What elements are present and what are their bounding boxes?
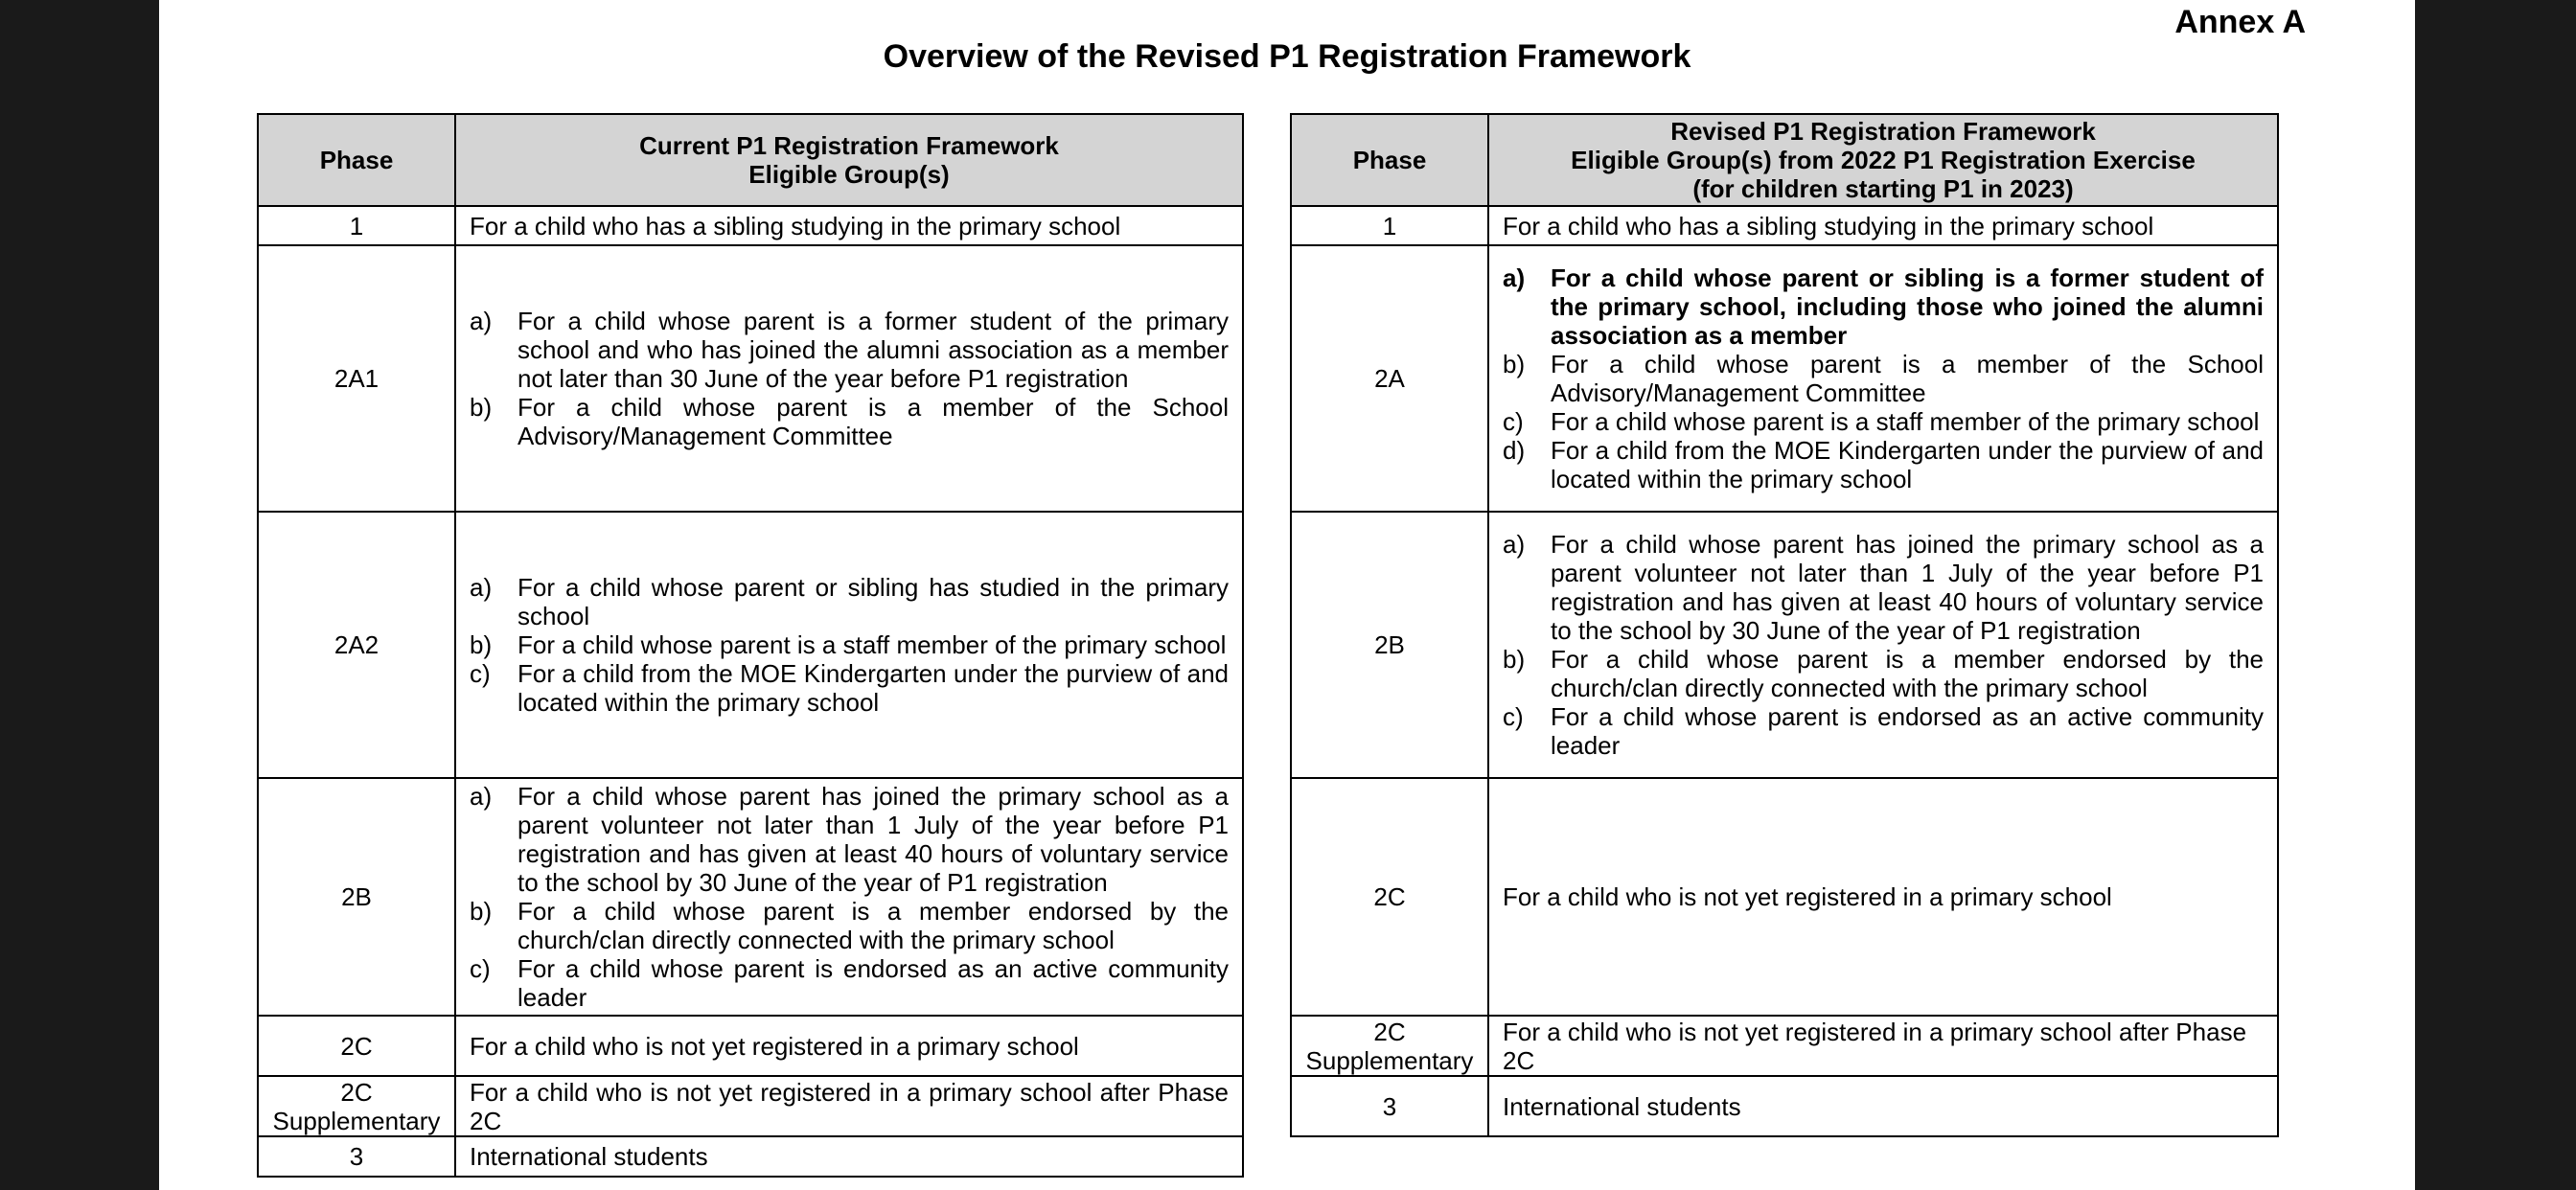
item-text: For a child whose parent is a member endorsed by the church/clan directly connected with the primary school (518, 897, 1229, 954)
phase-line: Supplementary (1305, 1045, 1474, 1075)
table-header-row (258, 114, 1243, 206)
table-row (1291, 245, 2278, 512)
item-label: b) (1503, 645, 1526, 674)
table-row (258, 778, 1243, 1016)
item-label: a) (1503, 263, 1526, 292)
table-row (1291, 1016, 2278, 1076)
table-row (258, 1076, 1243, 1136)
description-cell: For a child who is not yet registered in a primary school after Phase 2C (1488, 1016, 2278, 1076)
item-text: For a child whose parent has joined the primary school as a parent volunteer not later than 1 July of the year before P1 registration and has given at least 40 hours of voluntary service to the school by 30 June of the year of P1 registration (1551, 530, 2264, 645)
item-label: c) (470, 659, 491, 688)
phase-header: Phase (258, 114, 455, 206)
phase-line: 2C (1373, 1017, 1406, 1046)
item-text: For a child whose parent is endorsed as an active community leader (518, 954, 1229, 1012)
description-cell: For a child who is not yet registered in a primary school after Phase 2C (455, 1076, 1243, 1136)
table-row (258, 245, 1243, 512)
table-row (258, 1016, 1243, 1076)
document-page (159, 0, 2415, 1190)
list-item (470, 573, 1229, 630)
annex-label: Annex A (2174, 4, 2306, 40)
item-label: a) (1503, 530, 1526, 559)
item-label: b) (470, 393, 493, 422)
description-cell: For a child who has a sibling studying in the primary school (455, 206, 1243, 245)
description-cell (1488, 245, 2278, 512)
list-item (470, 897, 1229, 954)
page-title: Overview of the Revised P1 Registration Framework (883, 38, 1691, 75)
item-label: c) (1503, 407, 1524, 436)
item-label: a) (470, 782, 493, 811)
description-cell (455, 512, 1243, 778)
item-label: c) (470, 954, 491, 983)
phase-line: Supplementary (272, 1106, 441, 1135)
phase-header: Phase (1291, 114, 1488, 206)
table-row (1291, 1076, 2278, 1136)
item-text: For a child whose parent or sibling is a former student of the primary school, including those who joined the alumni association as a member (1551, 263, 2264, 350)
phase-cell: 1 (258, 206, 455, 245)
description-cell (1488, 512, 2278, 778)
item-text: For a child whose parent or sibling has studied in the primary school (518, 573, 1229, 630)
list-item (470, 307, 1229, 393)
item-text: For a child whose parent is a staff member of the primary school (518, 630, 1227, 659)
list-item (1503, 350, 2264, 407)
description-cell: For a child who is not yet registered in a primary school (1488, 778, 2278, 1016)
item-label: b) (470, 897, 493, 926)
item-text: For a child whose parent is a member endorsed by the church/clan directly connected with the primary school (1551, 645, 2264, 702)
header-line: (for children starting P1 in 2023) (1692, 174, 2074, 203)
table-row (258, 512, 1243, 778)
item-text: For a child from the MOE Kindergarten under the purview of and located within the primary school (518, 659, 1229, 717)
phase-cell: 2A2 (258, 512, 455, 778)
list-item (1503, 407, 2264, 436)
eligible-groups-header (455, 114, 1243, 206)
list-item (1503, 702, 2264, 760)
list-item (1503, 530, 2264, 645)
table-row (1291, 512, 2278, 778)
phase-cell: 2C (1291, 778, 1488, 1016)
list-item (470, 630, 1229, 659)
phase-cell: 2B (1291, 512, 1488, 778)
eligible-groups-header (1488, 114, 2278, 206)
phase-cell: 2A1 (258, 245, 455, 512)
description-cell (455, 245, 1243, 512)
list-item (470, 954, 1229, 1012)
current-framework-table (257, 113, 1244, 1178)
phase-cell (258, 1076, 455, 1136)
phase-cell: 3 (258, 1136, 455, 1177)
table-row (1291, 206, 2278, 245)
phase-cell (1291, 1016, 1488, 1076)
phase-cell: 2A (1291, 245, 1488, 512)
item-text: For a child whose parent has joined the primary school as a parent volunteer not later than 1 July of the year before P1 registration and has given at least 40 hours of voluntary service to the school by 30 June of the year of P1 registration (518, 782, 1229, 897)
phase-cell: 2C (258, 1016, 455, 1076)
item-label: a) (470, 573, 493, 602)
list-item (1503, 436, 2264, 493)
description-cell: For a child who is not yet registered in a primary school (455, 1016, 1243, 1076)
item-text: For a child whose parent is a member of the School Advisory/Management Committee (1551, 350, 2264, 407)
list-item (470, 782, 1229, 897)
phase-cell: 1 (1291, 206, 1488, 245)
item-label: c) (1503, 702, 1524, 731)
item-text: For a child whose parent is endorsed as an active community leader (1551, 702, 2264, 760)
header-line: Current P1 Registration Framework (639, 131, 1059, 160)
header-line: Eligible Group(s) (748, 160, 950, 189)
item-text: For a child whose parent is a former student of the primary school and who has joined the alumni association as a member not later than 30 June of the year before P1 registration (518, 307, 1229, 393)
item-text: For a child whose parent is a staff member of the primary school (1551, 407, 2260, 436)
header-line: Revised P1 Registration Framework (1670, 117, 2096, 146)
item-label: d) (1503, 436, 1526, 465)
item-text: For a child whose parent is a member of the School Advisory/Management Committee (518, 393, 1229, 450)
item-label: b) (1503, 350, 1526, 378)
list-item (470, 659, 1229, 717)
table-row (258, 1136, 1243, 1177)
table-header-row (1291, 114, 2278, 206)
description-cell: International students (455, 1136, 1243, 1177)
revised-framework-table (1290, 113, 2279, 1137)
phase-cell: 2B (258, 778, 455, 1016)
list-item (1503, 645, 2264, 702)
table-row (1291, 778, 2278, 1016)
header-line: Eligible Group(s) from 2022 P1 Registration Exercise (1571, 146, 2196, 174)
description-cell: International students (1488, 1076, 2278, 1136)
item-label: b) (470, 630, 493, 659)
phase-line: 2C (340, 1077, 373, 1107)
item-text: For a child from the MOE Kindergarten under the purview of and located within the primary school (1551, 436, 2264, 493)
description-cell: For a child who has a sibling studying in the primary school (1488, 206, 2278, 245)
description-cell (455, 778, 1243, 1016)
list-item (470, 393, 1229, 450)
table-row (258, 206, 1243, 245)
phase-cell: 3 (1291, 1076, 1488, 1136)
list-item (1503, 263, 2264, 350)
item-label: a) (470, 307, 493, 335)
